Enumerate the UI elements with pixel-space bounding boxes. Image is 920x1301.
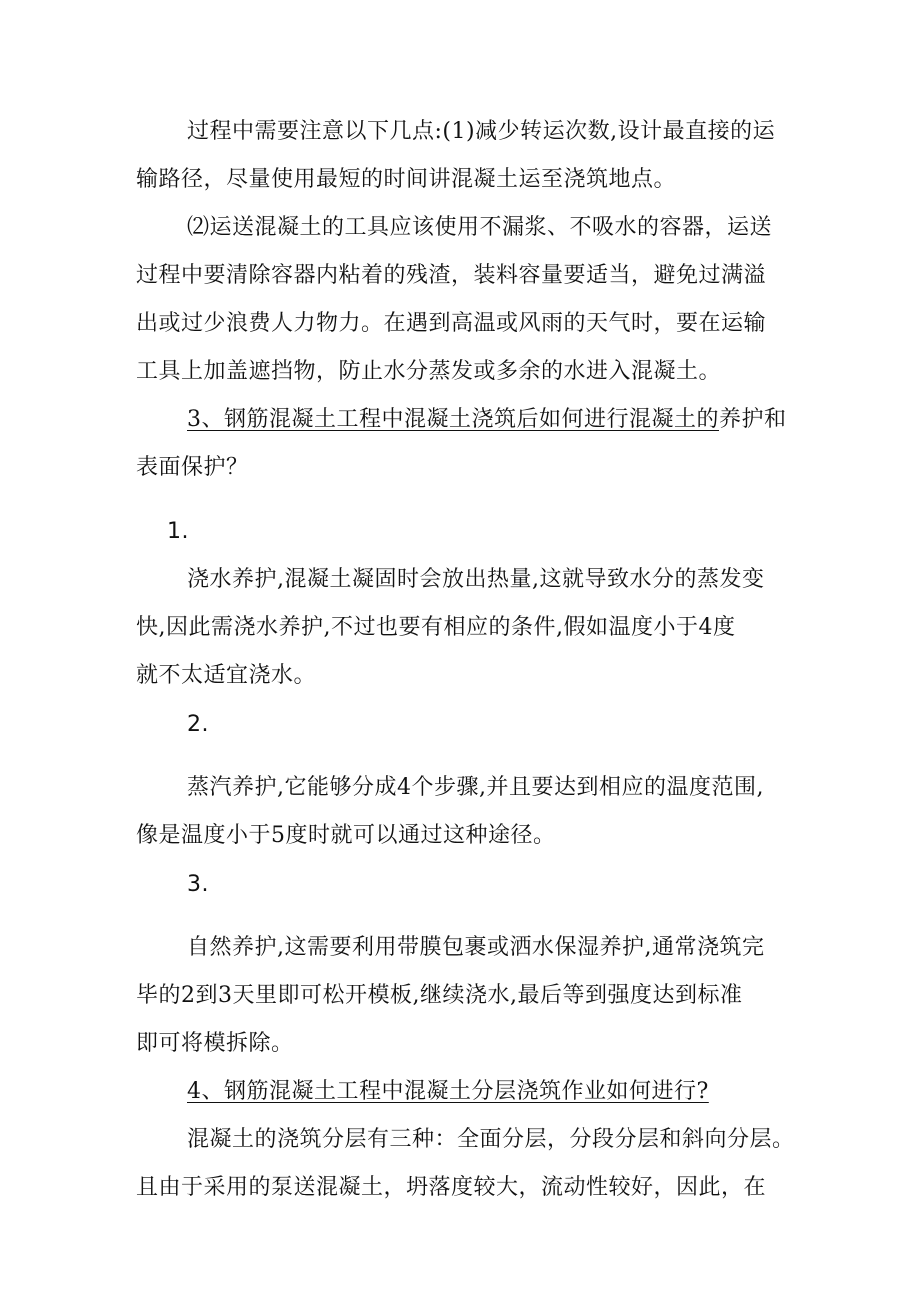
item-3-line-3: 即可将模拆除。 [136, 1031, 294, 1056]
paragraph-1-line-1: 过程中需要注意以下几点:(1)减少转运次数,设计最直接的运 [187, 119, 776, 144]
list-number-2: 2. [187, 712, 209, 737]
list-number-1: 1. [167, 519, 189, 544]
heading-question-4: 4、钢筋混凝土工程中混凝土分层浇筑作业如何进行? [187, 1079, 709, 1104]
paragraph-last-line-2: 且由于采用的泵送混凝土，坍落度较大，流动性较好，因此，在 [136, 1175, 767, 1200]
item-3-line-1: 自然养护,这需要利用带膜包裹或洒水保湿养护,通常浇筑完 [187, 935, 765, 960]
heading-question-3-line-2: 表面保护？ [136, 455, 249, 480]
item-2-line-1: 蒸汽养护,它能够分成4个步骤,并且要达到相应的温度范围, [187, 775, 764, 800]
heading-question-3 [187, 405, 787, 435]
paragraph-1-line-2: 输路径，尽量使用最短的时间讲混凝土运至浇筑地点。 [136, 167, 677, 192]
paragraph-last-line-1: 混凝土的浇筑分层有三种：全面分层，分段分层和斜向分层。 [187, 1127, 795, 1152]
item-1-line-2: 快,因此需浇水养护,不过也要有相应的条件,假如温度小于4度 [136, 615, 736, 640]
item-1-line-1: 浇水养护,混凝土凝固时会放出热量,这就导致水分的蒸发变 [187, 567, 765, 592]
heading-question-3-underlined: 3、钢筋混凝土工程中混凝土浇筑后如何进行混凝土的 [187, 407, 719, 432]
paragraph-2-line-2: 过程中要清除容器内粘着的残渣，装料容量要适当，避免过满溢 [136, 263, 767, 288]
list-number-3: 3. [187, 872, 209, 897]
paragraph-2-line-3: 出或过少浪费人力物力。在遇到高温或风雨的天气时，要在运输 [136, 311, 767, 336]
item-3-line-2: 毕的2到3天里即可松开模板,继续浇水,最后等到强度达到标准 [136, 983, 743, 1008]
heading-question-3-rest: 养护和 [719, 407, 787, 432]
paragraph-2-line-1: ⑵运送混凝土的工具应该使用不漏浆、不吸水的容器，运送 [187, 215, 773, 240]
paragraph-2-line-4: 工具上加盖遮挡物，防止水分蒸发或多余的水进入混凝土。 [136, 359, 722, 384]
item-2-line-2: 像是温度小于5度时就可以通过这种途径。 [136, 823, 556, 848]
item-1-line-3: 就不太适宜浇水。 [136, 663, 317, 688]
